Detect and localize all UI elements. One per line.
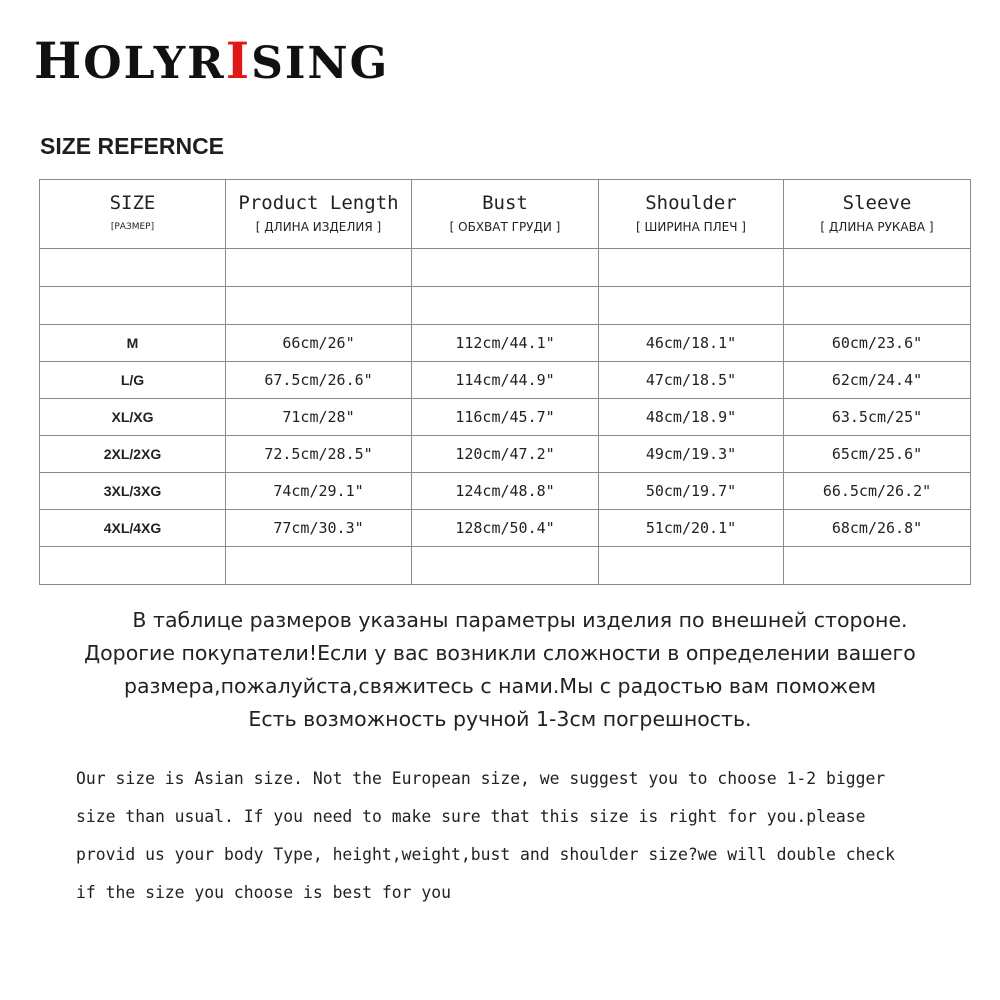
bust-cell: 114cm/44.9": [412, 362, 599, 399]
header-product-length-ru: [ ДЛИНА ИЗДЕЛИЯ ]: [255, 220, 382, 234]
header-product-length-en: Product Length: [238, 192, 399, 214]
sleeve-cell: 63.5cm/25": [784, 399, 971, 436]
product-length-cell: 67.5cm/26.6": [226, 362, 412, 399]
table-row: [40, 325, 971, 362]
table-row: [40, 510, 971, 547]
shoulder-cell: 49cm/19.3": [599, 436, 784, 473]
header-size-en: SIZE: [109, 192, 156, 214]
header-sleeve: [784, 180, 971, 249]
header-sleeve-en: Sleeve: [842, 192, 912, 214]
shoulder-cell: 48cm/18.9": [599, 399, 784, 436]
header-product-length: [226, 180, 412, 249]
section-title: SIZE REFERNCE: [40, 133, 225, 159]
russian-notes: [0, 604, 1000, 736]
size-cell: 3XL/3XG: [40, 473, 226, 510]
shoulder-cell: 46cm/18.1": [599, 325, 784, 362]
header-bust: [412, 180, 599, 249]
shoulder-cell: 51cm/20.1": [599, 510, 784, 547]
product-length-cell: 74cm/29.1": [226, 473, 412, 510]
english-note-line: provid us your body Type, height,weight,bust and shoulder size?we will double check: [76, 845, 896, 864]
sleeve-cell: 68cm/26.8": [784, 510, 971, 547]
table-row: [40, 436, 971, 473]
brand-logo: HOLYRISING: [34, 31, 390, 90]
bust-cell: 124cm/48.8": [412, 473, 599, 510]
english-note-line: Our size is Asian size. Not the European size, we suggest you to choose 1-2 bigger: [76, 769, 886, 788]
size-cell: 2XL/2XG: [40, 436, 226, 473]
header-size: [40, 180, 226, 249]
product-length-cell: 72.5cm/28.5": [226, 436, 412, 473]
header-size-ru: [РАЗМЕР]: [110, 222, 155, 232]
russian-note-line: размера,пожалуйста,свяжитесь с нами.Мы с радостью вам поможем: [123, 674, 877, 698]
bust-cell: 128cm/50.4": [412, 510, 599, 547]
english-notes: [76, 760, 976, 912]
sleeve-cell: 60cm/23.6": [784, 325, 971, 362]
russian-note-line: В таблице размеров указаны параметры изделия по внешней стороне.: [132, 608, 908, 632]
header-shoulder-en: Shoulder: [645, 192, 737, 214]
english-note-line: if the size you choose is best for you: [76, 883, 451, 902]
header-shoulder-ru: [ ШИРИНА ПЛЕЧ ]: [636, 220, 746, 234]
russian-note-line: Дорогие покупатели!Если у вас возникли сложности в определении вашего: [84, 641, 916, 665]
header-shoulder: [599, 180, 784, 249]
size-cell: M: [40, 325, 226, 362]
sleeve-cell: 62cm/24.4": [784, 362, 971, 399]
bust-cell: 112cm/44.1": [412, 325, 599, 362]
product-length-cell: 66cm/26": [226, 325, 412, 362]
sleeve-cell: 65cm/25.6": [784, 436, 971, 473]
bust-cell: 116cm/45.7": [412, 399, 599, 436]
product-length-cell: 77cm/30.3": [226, 510, 412, 547]
table-header-row: [40, 180, 971, 249]
table-row: [40, 362, 971, 399]
bust-cell: 120cm/47.2": [412, 436, 599, 473]
size-cell: XL/XG: [40, 399, 226, 436]
header-bust-ru: [ ОБХВАТ ГРУДИ ]: [449, 220, 561, 234]
shoulder-cell: 47cm/18.5": [599, 362, 784, 399]
sleeve-cell: 66.5cm/26.2": [784, 473, 971, 510]
table-row: [40, 399, 971, 436]
table-row: [40, 473, 971, 510]
empty-row: [40, 249, 971, 287]
size-cell: L/G: [40, 362, 226, 399]
header-bust-en: Bust: [482, 192, 528, 214]
size-chart-table: [39, 179, 971, 585]
empty-row: [40, 287, 971, 325]
shoulder-cell: 50cm/19.7": [599, 473, 784, 510]
russian-note-line: Есть возможность ручной 1-3см погрешность.: [248, 707, 752, 731]
size-cell: 4XL/4XG: [40, 510, 226, 547]
english-note-line: size than usual. If you need to make sure that this size is right for you.please: [76, 807, 866, 826]
product-length-cell: 71cm/28": [226, 399, 412, 436]
header-sleeve-ru: [ ДЛИНА РУКАВА ]: [820, 220, 934, 234]
empty-row: [40, 547, 971, 585]
